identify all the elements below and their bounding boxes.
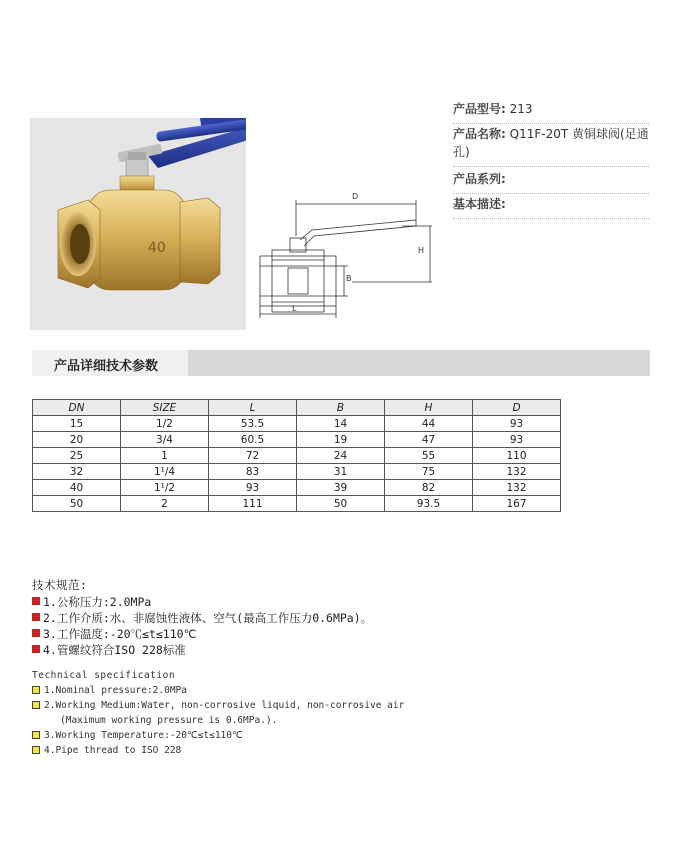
en-spec-item: 4.Pipe thread to ISO 228 bbox=[32, 745, 181, 756]
table-cell: 93 bbox=[473, 432, 561, 448]
table-cell: 72 bbox=[209, 448, 297, 464]
table-cell: 14 bbox=[297, 416, 385, 432]
drawing-label-l: L bbox=[292, 304, 297, 313]
en-spec-title: Technical specification bbox=[32, 670, 176, 681]
table-cell: 50 bbox=[297, 496, 385, 512]
table-cell: 50 bbox=[33, 496, 121, 512]
drawing-label-b: B bbox=[346, 274, 352, 283]
table-cell: 75 bbox=[385, 464, 473, 480]
red-bullet-icon bbox=[32, 645, 40, 653]
header-h: H bbox=[385, 400, 473, 416]
name-label: 产品名称: bbox=[453, 127, 506, 141]
header-b: B bbox=[297, 400, 385, 416]
table-row bbox=[33, 448, 561, 464]
table-row bbox=[33, 416, 561, 432]
header-d: D bbox=[473, 400, 561, 416]
en-spec-item: 2.Working Medium:Water, non-corrosive liquid, non-corrosive air bbox=[32, 700, 404, 711]
table-cell: 93 bbox=[209, 480, 297, 496]
table-cell: 24 bbox=[297, 448, 385, 464]
drawing-label-d: D bbox=[352, 192, 359, 201]
table-cell: 25 bbox=[33, 448, 121, 464]
en-spec-item: 1.Nominal pressure:2.0MPa bbox=[32, 685, 187, 696]
cn-spec-item: 2.工作介质:水、非腐蚀性液体、空气(最高工作压力0.6MPa)。 bbox=[32, 610, 372, 626]
cn-spec-item: 4.管螺纹符合ISO 228标准 bbox=[32, 642, 186, 658]
table-row bbox=[33, 496, 561, 512]
red-bullet-icon bbox=[32, 629, 40, 637]
table-cell: 93.5 bbox=[385, 496, 473, 512]
product-photo bbox=[30, 118, 246, 330]
info-name-row bbox=[453, 122, 649, 167]
header-size: SIZE bbox=[121, 400, 209, 416]
table-row bbox=[33, 464, 561, 480]
dimension-table bbox=[32, 399, 561, 512]
header-dn: DN bbox=[33, 400, 121, 416]
photo-size-marking: 40 bbox=[148, 240, 166, 256]
table-cell: 15 bbox=[33, 416, 121, 432]
model-value: 213 bbox=[509, 102, 533, 116]
technical-drawing bbox=[252, 190, 432, 320]
table-header-row bbox=[33, 400, 561, 416]
table-cell: 132 bbox=[473, 480, 561, 496]
cn-spec-item: 3.工作温度:-20℃≤t≤110℃ bbox=[32, 626, 197, 642]
table-cell: 40 bbox=[33, 480, 121, 496]
drawing-label-h: H bbox=[418, 246, 425, 255]
table-cell: 44 bbox=[385, 416, 473, 432]
table-cell: 39 bbox=[297, 480, 385, 496]
series-label: 产品系列: bbox=[453, 172, 506, 186]
yellow-bullet-icon bbox=[32, 701, 40, 709]
table-cell: 3/4 bbox=[121, 432, 209, 448]
name-value: Q11F-20T 黄铜球阀(足通孔) bbox=[453, 127, 649, 159]
section-title: 产品详细技术参数 bbox=[54, 359, 159, 374]
yellow-bullet-icon bbox=[32, 686, 40, 694]
table-row bbox=[33, 432, 561, 448]
red-bullet-icon bbox=[32, 613, 40, 621]
desc-label: 基本描述: bbox=[453, 197, 506, 211]
red-bullet-icon bbox=[32, 597, 40, 605]
table-cell: 167 bbox=[473, 496, 561, 512]
en-spec-item: 3.Working Temperature:-20℃≤t≤110℃ bbox=[32, 730, 243, 741]
table-cell: 132 bbox=[473, 464, 561, 480]
yellow-bullet-icon bbox=[32, 731, 40, 739]
en-spec-item-continued: (Maximum working pressure is 0.6MPa.). bbox=[60, 715, 278, 726]
table-cell: 2 bbox=[121, 496, 209, 512]
table-cell: 1¹/4 bbox=[121, 464, 209, 480]
table-cell: 1/2 bbox=[121, 416, 209, 432]
cn-spec-item: 1.公称压力:2.0MPa bbox=[32, 594, 151, 610]
table-cell: 19 bbox=[297, 432, 385, 448]
table-row bbox=[33, 480, 561, 496]
info-model-row bbox=[453, 97, 649, 124]
table-cell: 110 bbox=[473, 448, 561, 464]
table-cell: 93 bbox=[473, 416, 561, 432]
yellow-bullet-icon bbox=[32, 746, 40, 754]
table-cell: 20 bbox=[33, 432, 121, 448]
cn-spec-title: 技术规范: bbox=[32, 578, 88, 592]
table-cell: 1 bbox=[121, 448, 209, 464]
header-l: L bbox=[209, 400, 297, 416]
table-cell: 83 bbox=[209, 464, 297, 480]
table-cell: 53.5 bbox=[209, 416, 297, 432]
model-label: 产品型号: bbox=[453, 102, 506, 116]
table-cell: 32 bbox=[33, 464, 121, 480]
table-cell: 1¹/2 bbox=[121, 480, 209, 496]
table-cell: 60.5 bbox=[209, 432, 297, 448]
info-desc-row bbox=[453, 192, 649, 219]
table-cell: 31 bbox=[297, 464, 385, 480]
table-cell: 47 bbox=[385, 432, 473, 448]
table-cell: 55 bbox=[385, 448, 473, 464]
table-cell: 111 bbox=[209, 496, 297, 512]
table-cell: 82 bbox=[385, 480, 473, 496]
info-series-row bbox=[453, 167, 649, 194]
